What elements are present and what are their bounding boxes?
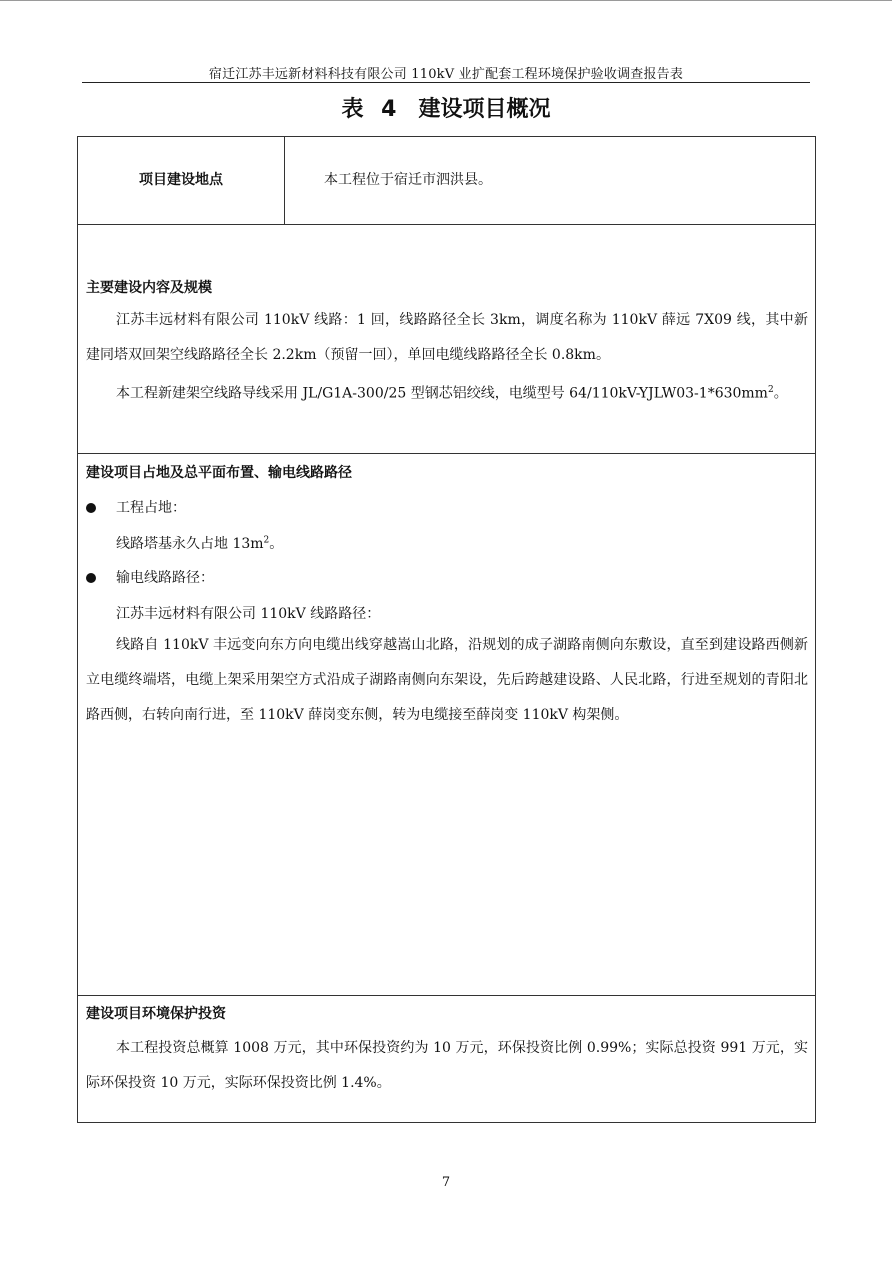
investment-paragraph: 本工程投资总概算 1008 万元，其中环保投资约为 10 万元，环保投资比例 0.99%；实际总投资 991 万元，实际环保投资 10 万元，实际环保投资比例 1.4%。 [86, 1040, 808, 1091]
construction-paragraph-2: 本工程新建架空线路导线采用 JL/G1A-300/25 型钢芯铝绞线，电缆型号 $64/110kV-YJLW03-1*630mm^2$。 [116, 385, 788, 402]
route-bullet: 输电线路路径： [86, 567, 214, 587]
bullet-icon [86, 573, 96, 583]
land-use-text: 线路塔基永久占地 $13m^2$。 [116, 535, 284, 552]
page-top-border [0, 0, 892, 1]
page-number: 7 [441, 1175, 451, 1190]
construction-paragraph-1: 江苏丰远材料有限公司 110kV 线路：1 回，线路路径全长 3km，调度名称为 110kV 薛远 7X09 线，其中新建同塔双回架空线路路径全长 2.2km（预留一回），单回电缆线路路径全长 0.8km。 [86, 312, 808, 363]
row-divider [78, 995, 815, 996]
location-column-divider [284, 137, 285, 224]
route-intro: 江苏丰远材料有限公司 110kV 线路路径： [116, 606, 381, 622]
bullet-icon [86, 503, 96, 513]
investment-section-title: 建设项目环境保护投资 [86, 1006, 226, 1022]
row-divider [78, 224, 815, 225]
location-value: 本工程位于宿迁市泗洪县。 [324, 172, 492, 188]
project-overview-table [77, 136, 816, 1123]
construction-section-title: 主要建设内容及规模 [86, 280, 212, 296]
running-header: 宿迁江苏丰远新材料科技有限公司 110kV 业扩配套工程环境保护验收调查报告表 [208, 67, 684, 82]
table-title: 表 4 建设项目概况 [341, 97, 551, 122]
row-divider [78, 453, 815, 454]
location-label: 项目建设地点 [139, 172, 223, 188]
land-use-bullet: 工程占地： [86, 497, 186, 517]
header-rule [82, 82, 810, 83]
route-description: 线路自 110kV 丰远变向东方向电缆出线穿越嵩山北路，沿规划的成子湖路南侧向东敷设，直至到建设路西侧新立电缆终端塔，电缆上架采用架空方式沿成子湖路南侧向东架设，先后跨越建设路、人民北路，行进至规划的青阳北路西侧，右转向南行进，至 110kV 薛岗变东侧，转为电缆接至薛岗变 110kV 构架侧。 [86, 637, 808, 723]
layout-section-title: 建设项目占地及总平面布置、输电线路路径 [86, 465, 352, 481]
